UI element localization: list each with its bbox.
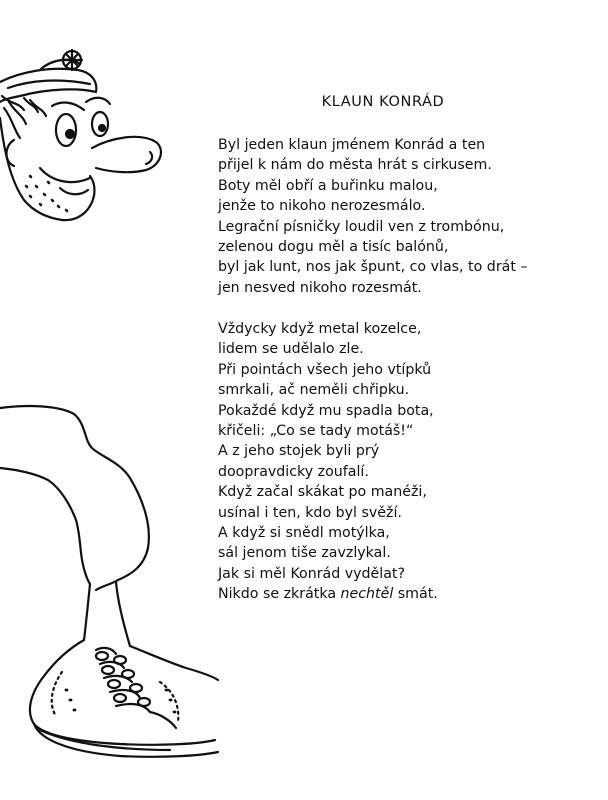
last-line-emphasis: nechtěl <box>340 586 394 603</box>
poem-line: byl jak lunt, nos jak špunt, co vlas, to drát – <box>218 259 528 276</box>
clown-shoe-illustration <box>0 0 220 800</box>
poem-line: lidem se udělalo zle. <box>218 341 364 358</box>
poem-line: Boty měl obří a buřinku malou, <box>218 177 438 194</box>
poem-line: jenže to nikoho nerozesmálo. <box>218 198 426 215</box>
poem-line: jen nesved nikoho rozesmát. <box>218 279 422 296</box>
poem-line: křičeli: „Co se tady motáš!“ <box>218 423 414 440</box>
last-line-start: Nikdo se zkrátka <box>218 586 341 603</box>
poem-line: přijel k nám do města hrát s cirkusem. <box>218 157 492 174</box>
poem-stanza-1 <box>218 135 528 298</box>
poem-last-line <box>218 584 438 604</box>
poem-line: doopravdicky zoufalí. <box>218 463 369 480</box>
poem-stanza-2 <box>218 319 438 605</box>
poem-line: A když si snědl motýlka, <box>218 525 390 542</box>
poem-line: Když začal skákat po manéži, <box>218 484 427 501</box>
poem-line: Vždycky když metal kozelce, <box>218 321 422 337</box>
poem-line: A z jeho stojek byli prý <box>218 443 380 460</box>
poem-line: smrkali, ač neměli chřipku. <box>218 382 410 399</box>
poem-line: Byl jeden klaun jménem Konrád a ten <box>218 137 486 153</box>
poem-line: Pokaždé když mu spadla bota, <box>218 402 434 419</box>
poem-title: KLAUN KONRÁD <box>321 94 445 110</box>
poem-line: usínal i ten, kdo byl svěží. <box>218 504 402 521</box>
last-line-end: smát. <box>393 586 438 603</box>
poem-line: zelenou dogu měl a tisíc balónů, <box>218 239 449 256</box>
poem-line: Jak si měl Konrád vydělat? <box>218 565 406 582</box>
poem-line: Legrační písničky loudil ven z trombónu, <box>218 218 505 235</box>
poem-line: Při pointách všech jeho vtípků <box>218 361 432 378</box>
poem-line: sál jenom tiše zavzlykal. <box>218 545 391 562</box>
